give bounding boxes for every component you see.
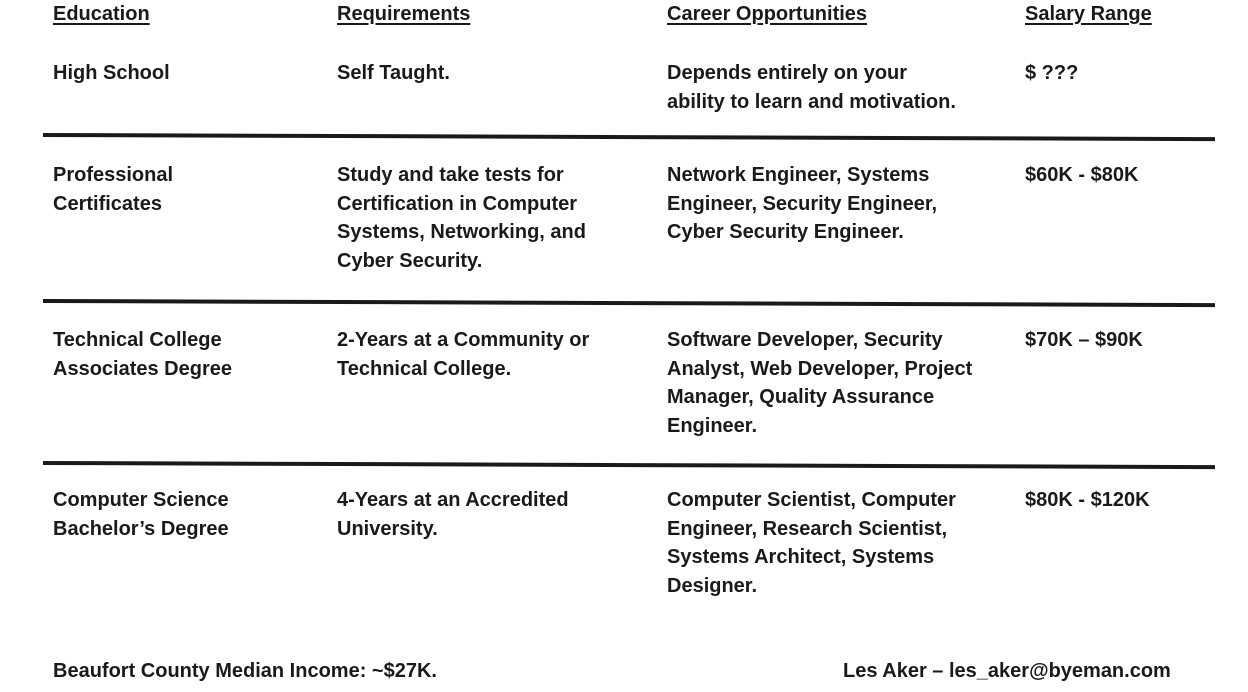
author-contact: Les Aker – les_aker@byeman.com [843,660,1171,682]
row-2-salary: $60K - $80K [1025,164,1139,186]
median-income-note: Beaufort County Median Income: ~$27K. [53,660,437,682]
row-4-requirements: 4-Years at an Accredited University. [337,489,569,540]
row-4-career: Computer Scientist, Computer Engineer, Research Scientist, Systems Architect, Systems Designer. [667,489,956,598]
row-4-education: Computer Science Bachelor’s Degree [53,489,229,540]
row-divider [43,461,1215,469]
row-1-education: High School [53,62,170,84]
row-2-requirements: Study and take tests for Certification in Computer Systems, Networking, and Cyber Security. [337,164,586,273]
row-1-requirements: Self Taught. [337,62,450,84]
header-requirements: Requirements [337,3,471,25]
header-salary-range: Salary Range [1025,3,1152,25]
row-3-career: Software Developer, Security Analyst, Web Developer, Project Manager, Quality Assurance Engineer. [667,329,973,438]
row-2-education: Professional Certificates [53,164,174,215]
row-4-salary: $80K - $120K [1025,489,1150,511]
row-1-salary: $ ??? [1025,62,1079,84]
header-career-opportunities: Career Opportunities [667,3,868,25]
row-3-requirements: 2-Years at a Community or Technical College. [337,329,590,380]
row-3-education: Technical College Associates Degree [53,329,232,380]
row-2-career: Network Engineer, Systems Engineer, Security Engineer, Cyber Security Engineer. [667,164,938,244]
header-education: Education [53,3,150,25]
row-divider [43,299,1215,307]
row-divider [43,133,1215,141]
row-3-salary: $70K – $90K [1025,329,1143,351]
row-1-career: Depends entirely on your ability to learn and motivation. [667,62,956,113]
